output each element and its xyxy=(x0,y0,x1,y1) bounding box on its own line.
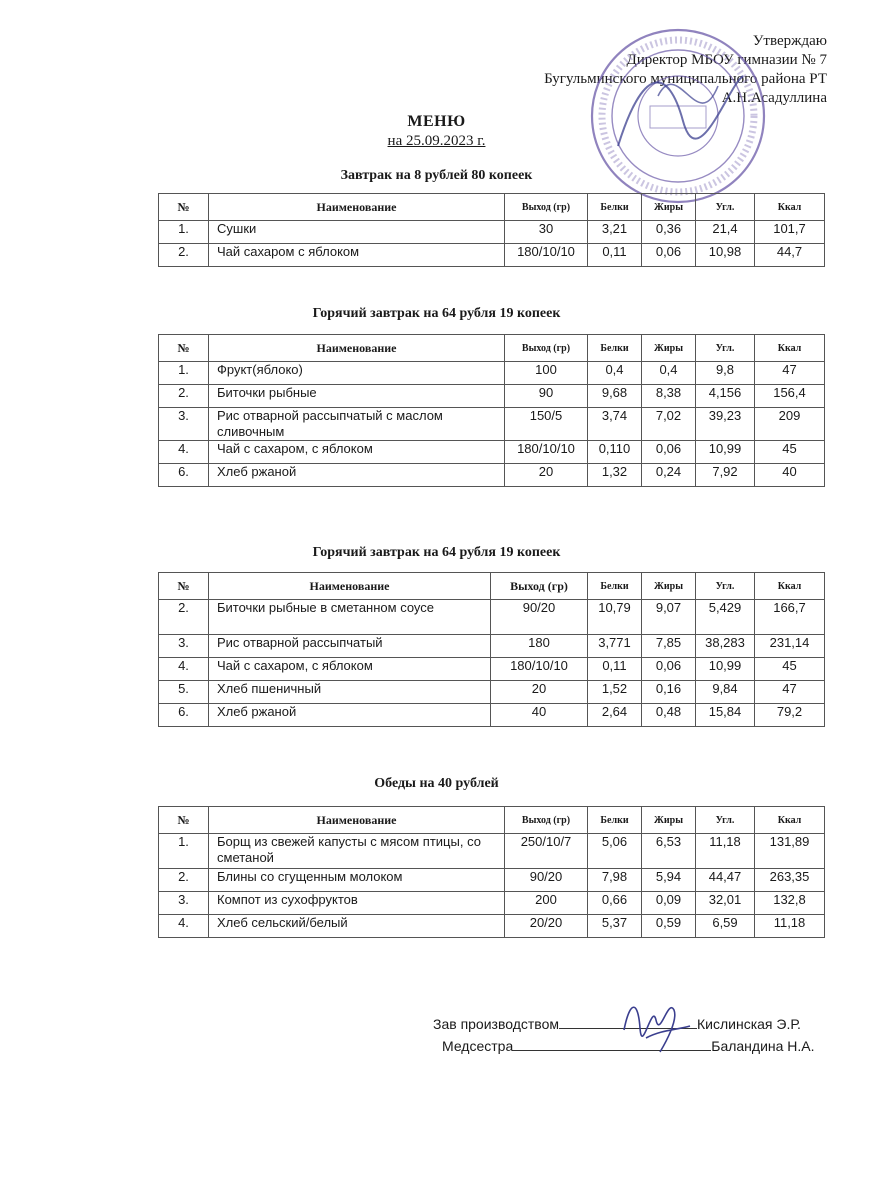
col-yield: Выход (гр) xyxy=(505,335,588,362)
cell-protein: 0,4 xyxy=(588,362,642,385)
col-protein: Белки xyxy=(588,573,642,600)
table-row xyxy=(159,681,825,704)
col-carbs: Угл. xyxy=(696,573,755,600)
signature-production xyxy=(433,1016,801,1032)
cell-fat: 0,4 xyxy=(642,362,696,385)
page-title: МЕНЮ xyxy=(407,113,466,130)
cell-num: 6. xyxy=(159,464,209,487)
table-row xyxy=(159,244,825,267)
cell-fat: 0,06 xyxy=(642,658,696,681)
cell-yield: 90/20 xyxy=(505,869,588,892)
cell-name: Рис отварной рассыпчатый xyxy=(209,635,491,658)
cell-kcal: 101,7 xyxy=(755,221,825,244)
table-row xyxy=(159,441,825,464)
table-header-row xyxy=(159,573,825,600)
cell-num: 5. xyxy=(159,681,209,704)
cell-yield: 90/20 xyxy=(491,600,588,635)
table-row xyxy=(159,869,825,892)
cell-yield: 90 xyxy=(505,385,588,408)
section-title-breakfast: Завтрак на 8 рублей 80 копеек xyxy=(340,168,533,183)
cell-carbs: 5,429 xyxy=(696,600,755,635)
cell-protein: 2,64 xyxy=(588,704,642,727)
cell-kcal: 40 xyxy=(755,464,825,487)
cell-kcal: 131,89 xyxy=(755,834,825,869)
cell-protein: 9,68 xyxy=(588,385,642,408)
cell-fat: 5,94 xyxy=(642,869,696,892)
cell-num: 2. xyxy=(159,385,209,408)
cell-kcal: 132,8 xyxy=(755,892,825,915)
table-row xyxy=(159,834,825,869)
cell-carbs: 10,99 xyxy=(696,441,755,464)
cell-fat: 0,09 xyxy=(642,892,696,915)
table-row xyxy=(159,464,825,487)
cell-name: Блины со сгущенным молоком xyxy=(209,869,505,892)
col-yield: Выход (гр) xyxy=(505,194,588,221)
cell-protein: 0,11 xyxy=(588,658,642,681)
cell-name: Хлеб сельский/белый xyxy=(209,915,505,938)
cell-kcal: 209 xyxy=(755,408,825,441)
cell-num: 3. xyxy=(159,635,209,658)
col-name: Наименование xyxy=(209,335,505,362)
table-header-row xyxy=(159,194,825,221)
cell-carbs: 10,99 xyxy=(696,658,755,681)
table-row xyxy=(159,658,825,681)
col-carbs: Угл. xyxy=(696,335,755,362)
cell-carbs: 39,23 xyxy=(696,408,755,441)
table-lunch xyxy=(158,806,825,938)
cell-kcal: 11,18 xyxy=(755,915,825,938)
col-name: Наименование xyxy=(209,807,505,834)
table-row xyxy=(159,221,825,244)
col-carbs: Угл. xyxy=(696,807,755,834)
section-title-lunch: Обеды на 40 рублей xyxy=(374,776,499,791)
cell-yield: 180/10/10 xyxy=(491,658,588,681)
col-protein: Белки xyxy=(588,194,642,221)
cell-protein: 3,771 xyxy=(588,635,642,658)
table-header-row xyxy=(159,807,825,834)
cell-num: 1. xyxy=(159,221,209,244)
col-num: № xyxy=(159,194,209,221)
signature-production-role: Зав производством xyxy=(433,1016,559,1032)
cell-protein: 3,21 xyxy=(588,221,642,244)
cell-kcal: 263,35 xyxy=(755,869,825,892)
cell-carbs: 9,8 xyxy=(696,362,755,385)
col-num: № xyxy=(159,807,209,834)
signature-line xyxy=(513,1038,711,1051)
cell-num: 2. xyxy=(159,600,209,635)
cell-protein: 7,98 xyxy=(588,869,642,892)
cell-num: 2. xyxy=(159,869,209,892)
menu-date: на 25.09.2023 г. xyxy=(387,133,486,149)
cell-num: 6. xyxy=(159,704,209,727)
cell-yield: 250/10/7 xyxy=(505,834,588,869)
cell-yield: 180 xyxy=(491,635,588,658)
cell-num: 1. xyxy=(159,362,209,385)
col-yield: Выход (гр) xyxy=(505,807,588,834)
cell-kcal: 166,7 xyxy=(755,600,825,635)
col-kcal: Ккал xyxy=(755,807,825,834)
table-row xyxy=(159,408,825,441)
cell-carbs: 11,18 xyxy=(696,834,755,869)
cell-name: Биточки рыбные в сметанном соусе xyxy=(209,600,491,635)
cell-protein: 1,52 xyxy=(588,681,642,704)
cell-yield: 180/10/10 xyxy=(505,441,588,464)
cell-protein: 3,74 xyxy=(588,408,642,441)
cell-fat: 0,16 xyxy=(642,681,696,704)
cell-num: 4. xyxy=(159,441,209,464)
section-title-hot-breakfast-1: Горячий завтрак на 64 рубля 19 копеек xyxy=(312,306,561,321)
cell-carbs: 32,01 xyxy=(696,892,755,915)
cell-protein: 0,66 xyxy=(588,892,642,915)
cell-fat: 8,38 xyxy=(642,385,696,408)
approval-line-1: Утверждаю xyxy=(752,33,827,49)
cell-name: Борщ из свежей капусты с мясом птицы, со сметаной xyxy=(209,834,505,869)
cell-protein: 0,110 xyxy=(588,441,642,464)
approval-line-2: Директор МБОУ гимназии № 7 xyxy=(626,52,827,68)
col-fat: Жиры xyxy=(642,194,696,221)
cell-carbs: 9,84 xyxy=(696,681,755,704)
col-kcal: Ккал xyxy=(755,335,825,362)
cell-name: Хлеб ржаной xyxy=(209,464,505,487)
cell-num: 2. xyxy=(159,244,209,267)
table-breakfast xyxy=(158,193,825,267)
cell-fat: 7,02 xyxy=(642,408,696,441)
cell-kcal: 44,7 xyxy=(755,244,825,267)
cell-carbs: 6,59 xyxy=(696,915,755,938)
cell-num: 3. xyxy=(159,408,209,441)
cell-name: Хлеб ржаной xyxy=(209,704,491,727)
cell-yield: 20/20 xyxy=(505,915,588,938)
table-row xyxy=(159,915,825,938)
signature-line xyxy=(559,1016,697,1029)
cell-name: Чай с сахаром, с яблоком xyxy=(209,658,491,681)
cell-yield: 200 xyxy=(505,892,588,915)
cell-yield: 20 xyxy=(505,464,588,487)
col-carbs: Угл. xyxy=(696,194,755,221)
cell-fat: 9,07 xyxy=(642,600,696,635)
signature-nurse-name: Баландина Н.А. xyxy=(711,1038,815,1054)
cell-yield: 150/5 xyxy=(505,408,588,441)
col-protein: Белки xyxy=(588,335,642,362)
table-row xyxy=(159,385,825,408)
cell-kcal: 156,4 xyxy=(755,385,825,408)
cell-carbs: 15,84 xyxy=(696,704,755,727)
cell-kcal: 231,14 xyxy=(755,635,825,658)
col-name: Наименование xyxy=(209,194,505,221)
signature-nurse xyxy=(442,1038,815,1054)
cell-num: 3. xyxy=(159,892,209,915)
cell-carbs: 7,92 xyxy=(696,464,755,487)
cell-fat: 6,53 xyxy=(642,834,696,869)
cell-name: Фрукт(яблоко) xyxy=(209,362,505,385)
table-hot-breakfast-1 xyxy=(158,334,825,487)
cell-fat: 0,06 xyxy=(642,441,696,464)
cell-kcal: 45 xyxy=(755,441,825,464)
col-fat: Жиры xyxy=(642,573,696,600)
cell-protein: 10,79 xyxy=(588,600,642,635)
cell-yield: 40 xyxy=(491,704,588,727)
cell-yield: 30 xyxy=(505,221,588,244)
cell-yield: 100 xyxy=(505,362,588,385)
cell-num: 4. xyxy=(159,658,209,681)
cell-fat: 7,85 xyxy=(642,635,696,658)
cell-kcal: 47 xyxy=(755,681,825,704)
cell-name: Хлеб пшеничный xyxy=(209,681,491,704)
cell-carbs: 10,98 xyxy=(696,244,755,267)
col-num: № xyxy=(159,573,209,600)
cell-carbs: 21,4 xyxy=(696,221,755,244)
table-header-row xyxy=(159,335,825,362)
cell-name: Компот из сухофруктов xyxy=(209,892,505,915)
col-fat: Жиры xyxy=(642,335,696,362)
col-yield: Выход (гр) xyxy=(491,573,588,600)
cell-yield: 180/10/10 xyxy=(505,244,588,267)
cell-fat: 0,36 xyxy=(642,221,696,244)
cell-fat: 0,48 xyxy=(642,704,696,727)
table-row xyxy=(159,635,825,658)
cell-yield: 20 xyxy=(491,681,588,704)
cell-num: 1. xyxy=(159,834,209,869)
table-row xyxy=(159,704,825,727)
table-row xyxy=(159,892,825,915)
cell-protein: 1,32 xyxy=(588,464,642,487)
cell-name: Сушки xyxy=(209,221,505,244)
signature-production-name: Кислинская Э.Р. xyxy=(697,1016,801,1032)
cell-carbs: 38,283 xyxy=(696,635,755,658)
cell-protein: 0,11 xyxy=(588,244,642,267)
cell-name: Чай сахаром с яблоком xyxy=(209,244,505,267)
table-hot-breakfast-2 xyxy=(158,572,825,727)
cell-num: 4. xyxy=(159,915,209,938)
table-row xyxy=(159,600,825,635)
approval-line-3: Бугульминского муниципального района РТ xyxy=(544,71,827,87)
section-title-hot-breakfast-2: Горячий завтрак на 64 рубля 19 копеек xyxy=(312,545,561,560)
cell-kcal: 47 xyxy=(755,362,825,385)
col-fat: Жиры xyxy=(642,807,696,834)
cell-kcal: 79,2 xyxy=(755,704,825,727)
col-name: Наименование xyxy=(209,573,491,600)
col-kcal: Ккал xyxy=(755,194,825,221)
cell-carbs: 44,47 xyxy=(696,869,755,892)
approval-line-4: А.Н.Асадуллина xyxy=(721,90,827,106)
cell-name: Биточки рыбные xyxy=(209,385,505,408)
cell-name: Рис отварной рассыпчатый с маслом сливочным xyxy=(209,408,505,441)
approval-block xyxy=(544,32,827,108)
signature-nurse-role: Медсестра xyxy=(442,1038,514,1054)
col-num: № xyxy=(159,335,209,362)
table-row xyxy=(159,362,825,385)
cell-carbs: 4,156 xyxy=(696,385,755,408)
cell-kcal: 45 xyxy=(755,658,825,681)
col-kcal: Ккал xyxy=(755,573,825,600)
cell-fat: 0,59 xyxy=(642,915,696,938)
cell-protein: 5,06 xyxy=(588,834,642,869)
col-protein: Белки xyxy=(588,807,642,834)
cell-fat: 0,06 xyxy=(642,244,696,267)
cell-name: Чай с сахаром, с яблоком xyxy=(209,441,505,464)
cell-fat: 0,24 xyxy=(642,464,696,487)
cell-protein: 5,37 xyxy=(588,915,642,938)
